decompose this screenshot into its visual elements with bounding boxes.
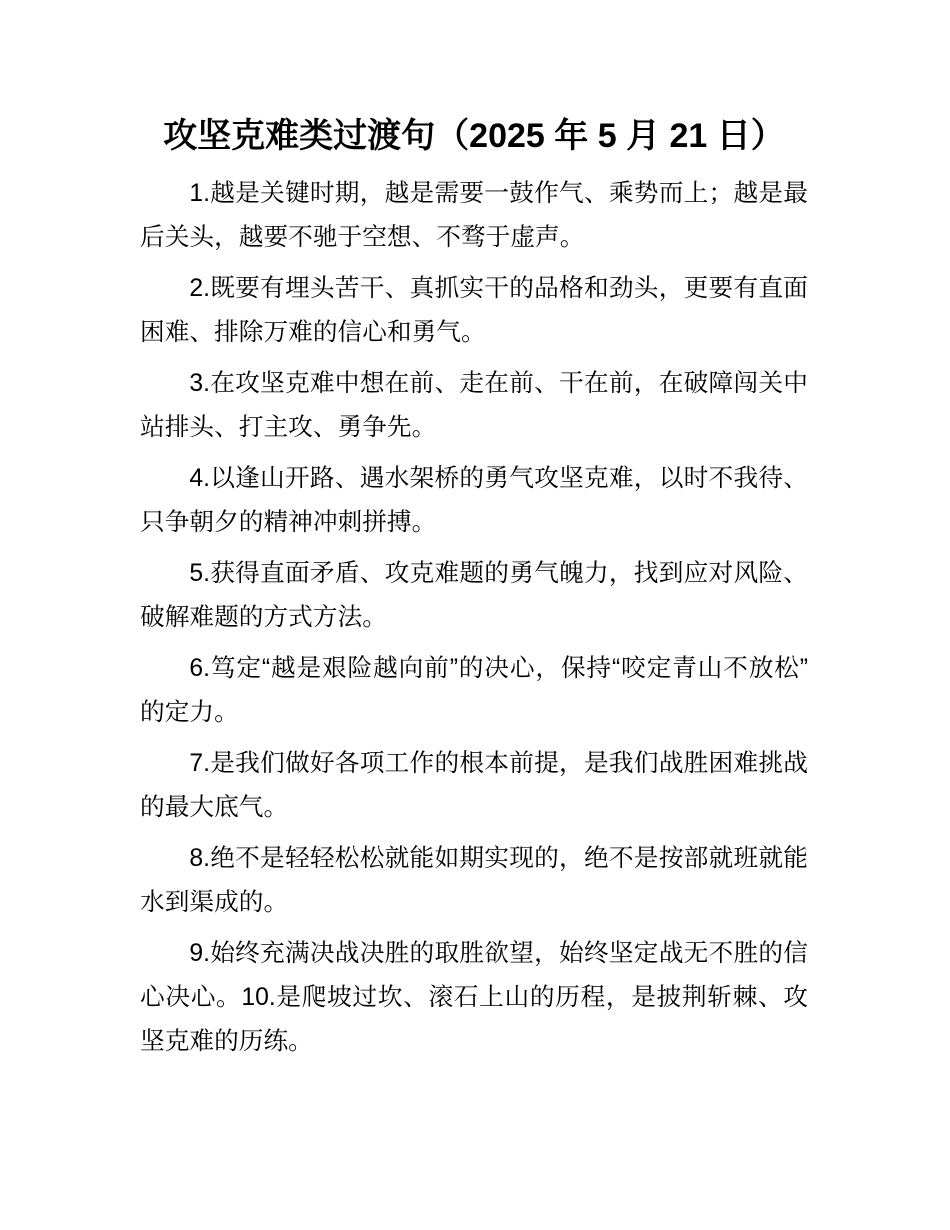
paragraph-2: 2.既要有埋头苦干、真抓实干的品格和劲头，更要有直面困难、排除万难的信心和勇气。 bbox=[140, 275, 808, 346]
paragraph-6: 6.笃定“越是艰险越向前”的决心，保持“咬定青山不放松”的定力。 bbox=[140, 655, 808, 726]
paragraph-9-10: 9.始终充满决战决胜的取胜欲望，始终坚定战无不胜的信心决心。10.是爬坡过坎、滚石上山的历程，是披荆斩棘、攻坚克难的历练。 bbox=[140, 940, 808, 1055]
paragraph-7: 7.是我们做好各项工作的根本前提，是我们战胜困难挑战的最大底气。 bbox=[140, 750, 808, 821]
paragraph-1: 1.越是关键时期，越是需要一鼓作气、乘势而上；越是最后关头，越要不驰于空想、不骛于虚声。 bbox=[140, 180, 808, 251]
paragraph-4: 4.以逢山开路、遇水架桥的勇气攻坚克难，以时不我待、只争朝夕的精神冲刺拼搏。 bbox=[140, 465, 808, 536]
paragraph-8: 8.绝不是轻轻松松就能如期实现的，绝不是按部就班就能水到渠成的。 bbox=[140, 845, 808, 916]
paragraph-5: 5.获得直面矛盾、攻克难题的勇气魄力，找到应对风险、破解难题的方式方法。 bbox=[140, 560, 808, 631]
document-title: 攻坚克难类过渡句（2025 年 5 月 21 日） bbox=[163, 117, 785, 155]
paragraph-3: 3.在攻坚克难中想在前、走在前、干在前，在破障闯关中站排头、打主攻、勇争先。 bbox=[140, 370, 808, 441]
